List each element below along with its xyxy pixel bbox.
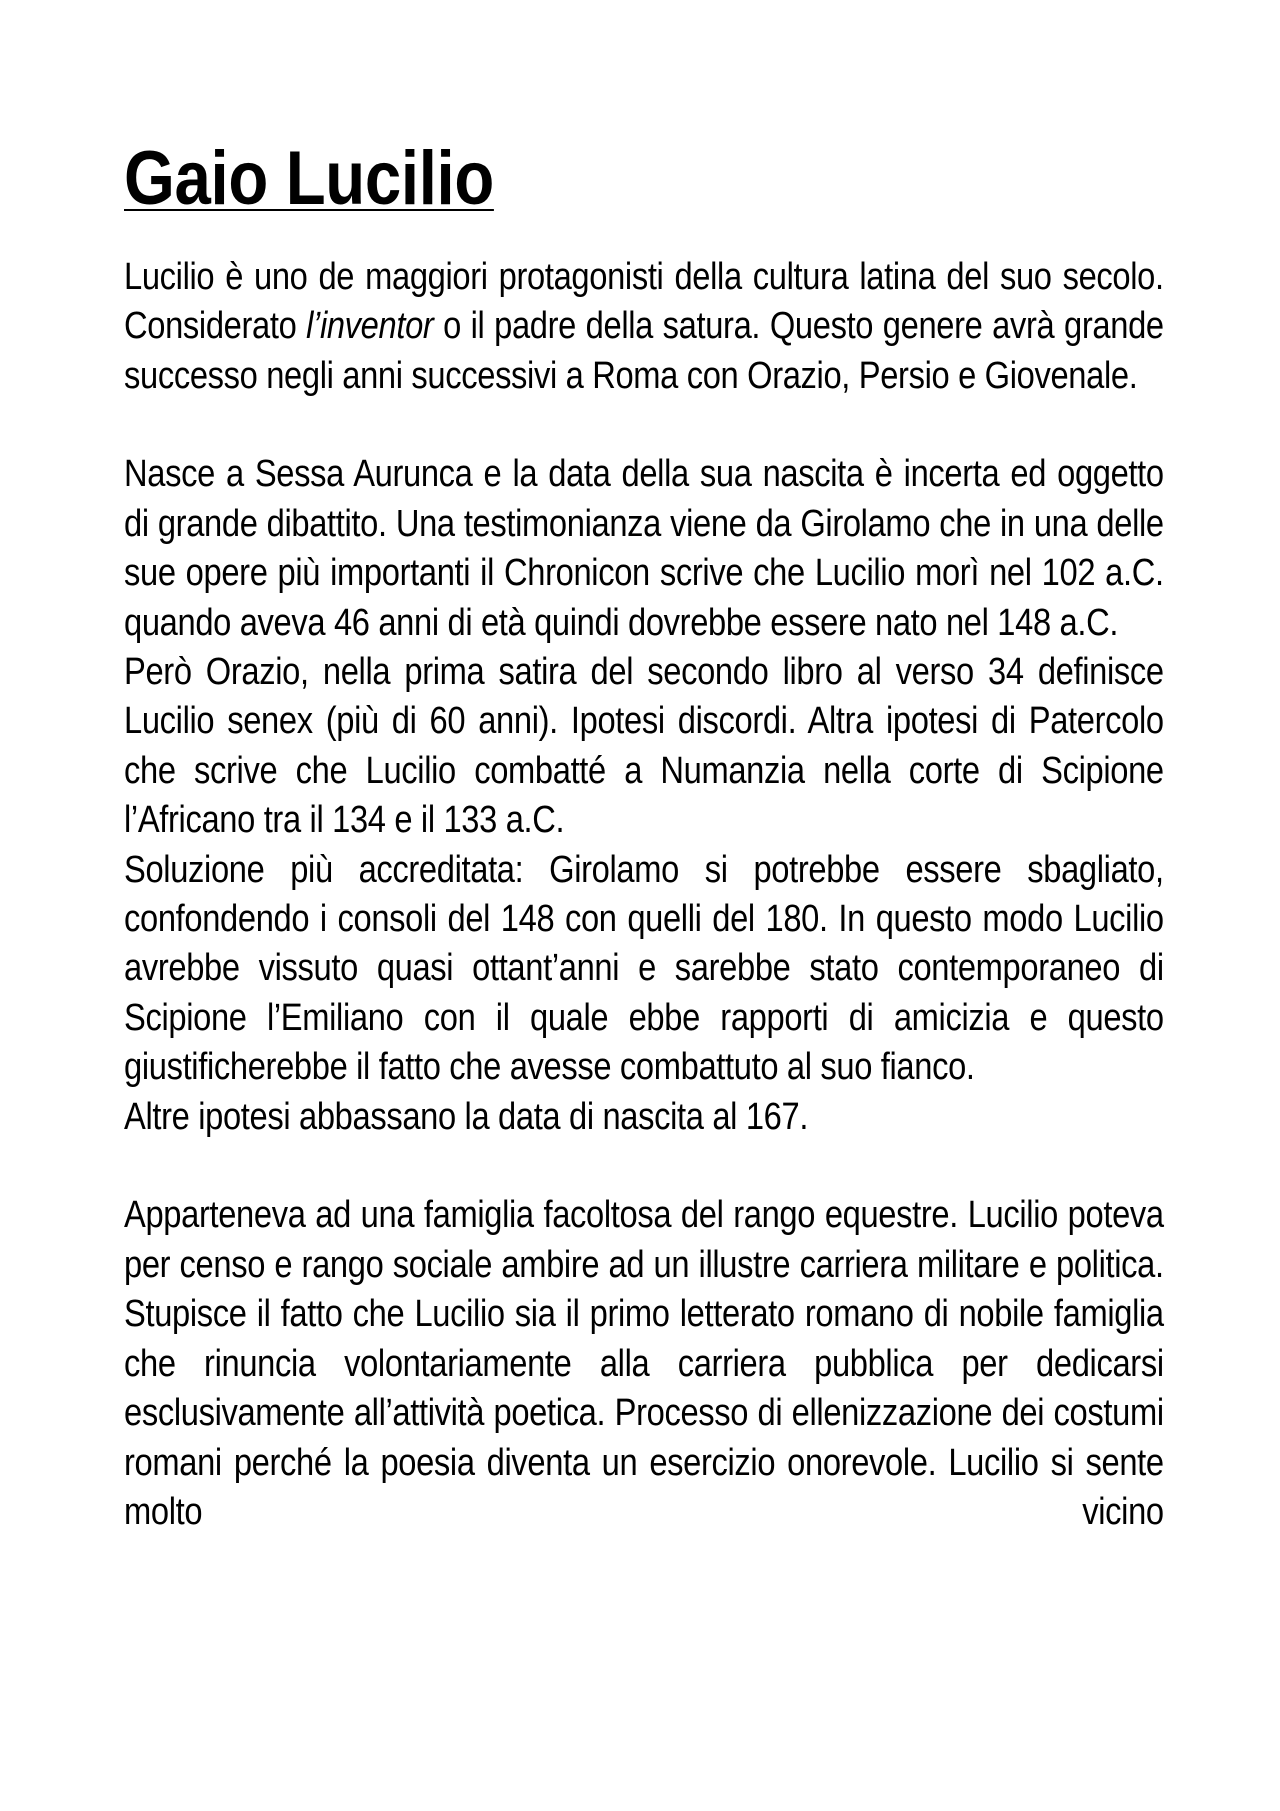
birth-paragraph-1: Nasce a Sessa Aurunca e la data della sua nascita è incerta ed oggetto di grande dibattito. Una testimonianza viene da Girolamo che in una delle sue opere più importanti il Chronicon scrive che Lucilio morì nel 102 a.C. quando aveva 46 anni di età quindi dovrebbe essere nato nel 148 a.C. xyxy=(124,453,1164,644)
birth-paragraph-2: Però Orazio, nella prima satira del secondo libro al verso 34 definisce Lucilio senex (più di 60 anni). Ipotesi discordi. Altra ipotesi di Patercolo che scrive che Lucilio combatté a Numanzia nella corte di Scipione l’Africano tra il 134 e il 133 a.C. xyxy=(124,651,1164,842)
paragraph-spacer xyxy=(124,401,1164,450)
family-paragraph: Apparteneva ad una famiglia facoltosa del rango equestre. Lucilio poteva per censo e rango sociale ambire ad un illustre carriera militare e politica. Stupisce il fatto che Lucilio sia il primo letterato romano di nobile famiglia che rinuncia volontariamente alla carriera pubblica per dedicarsi esclusivamente all’attività poetica. Processo di ellenizzazione dei costumi romani perché la poesia diventa un esercizio onorevole. Lucilio si sente molto vicino xyxy=(124,1194,1164,1533)
birth-paragraph-3: Soluzione più accreditata: Girolamo si potrebbe essere sbagliato, confondendo i consoli del 148 con quelli del 180. In questo modo Lucilio avrebbe vissuto quasi ottant’anni e sarebbe stato contemporaneo di Scipione l’Emiliano con il quale ebbe rapporti di amicizia e questo giustificherebbe il fatto che avesse combattuto al suo fianco. xyxy=(124,848,1164,1089)
intro-paragraph xyxy=(124,253,1164,401)
intro-text-end: o il padre della satura. Questo genere avrà grande successo negli anni successivi a Roma con Orazio, Persio e Giovenale. xyxy=(124,305,1164,397)
page-title: Gaio Lucilio xyxy=(124,136,494,221)
intro-emphasis: l’inventor xyxy=(306,305,434,348)
intro-text-start: Lucilio è uno de maggiori protagonisti della cultura latina del suo secolo. Considerato xyxy=(124,255,1164,348)
document-body xyxy=(124,136,1164,1537)
birth-paragraph-4: Altre ipotesi abbassano la data di nascita al 167. xyxy=(124,1095,809,1138)
paragraph-spacer xyxy=(124,1142,1164,1191)
